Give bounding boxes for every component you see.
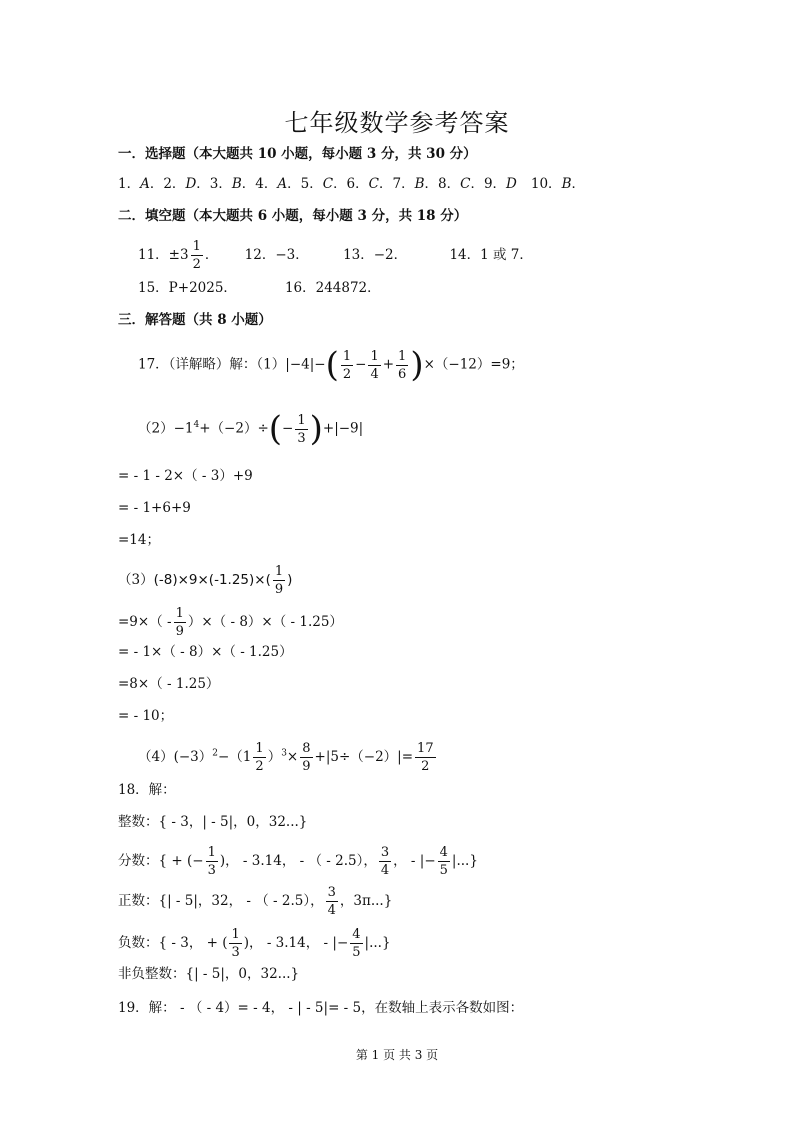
fraction: $\frac{1}{9}$ (274, 564, 284, 597)
fraction: $\frac{1}{6}$ (398, 348, 407, 382)
page-title: 七年级数学参考答案 (284, 109, 510, 137)
q18-positives: 正数：{| - 5|，32， - （ - 2.5）， $\frac{3}{4}$ ，3π...} (118, 885, 393, 918)
q18-fractions: 分数：{ + (− $\frac{1}{3}$ )， - 3.14， - （ - 2.5）， $\frac{3}{4}$ ， - |− $\frac{4}{5}$ |...} (118, 845, 478, 878)
fraction: $\frac{1}{9}$ (175, 606, 184, 639)
q17-line9: =8×（ - 1.25） (118, 676, 220, 692)
choice-answers: 1．A．2．D．3．B．4．A．5．C．6．C．7．B．8．C．9．D 10．B． (118, 176, 585, 192)
fraction: $\frac{3}{4}$ (327, 885, 336, 918)
q17-line4: = - 1+6+9 (118, 500, 191, 516)
fraction: $\frac{8}{9}$ (302, 741, 311, 774)
q18-heading: 18．解： (118, 782, 176, 798)
fraction: $\frac{1}{4}$ (370, 348, 379, 382)
fraction: $\frac{1}{2}$ (255, 741, 264, 774)
q17-line8: = - 1×（ - 8）×（ - 1.25） (118, 644, 293, 660)
section-choice-heading: 一．选择题（本大题共 10 小题，每小题 3 分，共 30 分） (118, 146, 477, 162)
q17-line5: =14； (118, 532, 160, 548)
q17-line1: 17．（详解略）解：（1）|−4|−( $\frac{1}{2}$ − $\frac{1}{4}$ + $\frac{1}{6}$ )×（−12）=9； (138, 345, 524, 385)
fraction: $\frac{1}{3}$ (207, 845, 216, 878)
fraction: $\frac{1}{2}$ (342, 348, 352, 382)
q17-line7: =9×（ - $\frac{1}{9}$ ）×（ - 8）×（ - 1.25） (118, 606, 343, 639)
fraction: $\frac{4}{5}$ (439, 845, 448, 878)
q17-line11: （4）(−3）$^2$−（1 $\frac{1}{2}$ ）$^3$× $\frac{8}{9}$ +|5÷（−2）|= $\frac{17}{2}$ (138, 741, 434, 774)
fraction: $\frac{1}{3}$ (297, 412, 306, 446)
page-footer: 第 1 页 共 3 页 (355, 1048, 439, 1062)
fraction: $\frac{3}{4}$ (380, 845, 390, 878)
fraction: $\frac{1}{2}$ (192, 239, 201, 272)
q17-line2: $(2)-1^4+(-2)\div(-$ $\frac{1}{3}$ )+|−9| (138, 409, 364, 449)
fraction: $\frac{4}{5}$ (352, 927, 361, 960)
section-fill-heading: 二．填空题（本大题共 6 小题，每小题 3 分，共 18 分） (118, 208, 468, 224)
q18-negatives: 负数：{ - 3， + ( $\frac{1}{3}$ )， - 3.14， - |− $\frac{4}{5}$ |...} (118, 927, 391, 960)
q17-line3: = - 1 - 2×（ - 3）+9 (118, 468, 253, 484)
section-solve-heading: 三．解答题（共 8 小题） (118, 312, 272, 328)
q17-line6: （3）(-8)×9×(-1.25)×( $\frac{1}{9}$ ) (118, 564, 293, 597)
fraction: $\frac{17}{2}$ (417, 741, 434, 774)
fraction: $\frac{1}{3}$ (231, 927, 240, 960)
fill-answers-row1: 11．±3 $\frac{1}{2}$ ． 12．−3． 13．−2． 14．1 或 7． (138, 239, 533, 272)
q19-text: 19．解： - （ - 4）= - 4， - | - 5|= - 5，在数轴上表示各数如图： (118, 1000, 524, 1016)
q18-integers: 整数：{ - 3，| - 5|，0，32...} (118, 814, 308, 830)
fill-answers-row2: 15．P+2025． 16．244872． (138, 280, 381, 296)
q17-line10: = - 10； (118, 708, 174, 724)
q18-nonneg-integers: 非负整数：{| - 5|，0，32...} (118, 966, 300, 982)
